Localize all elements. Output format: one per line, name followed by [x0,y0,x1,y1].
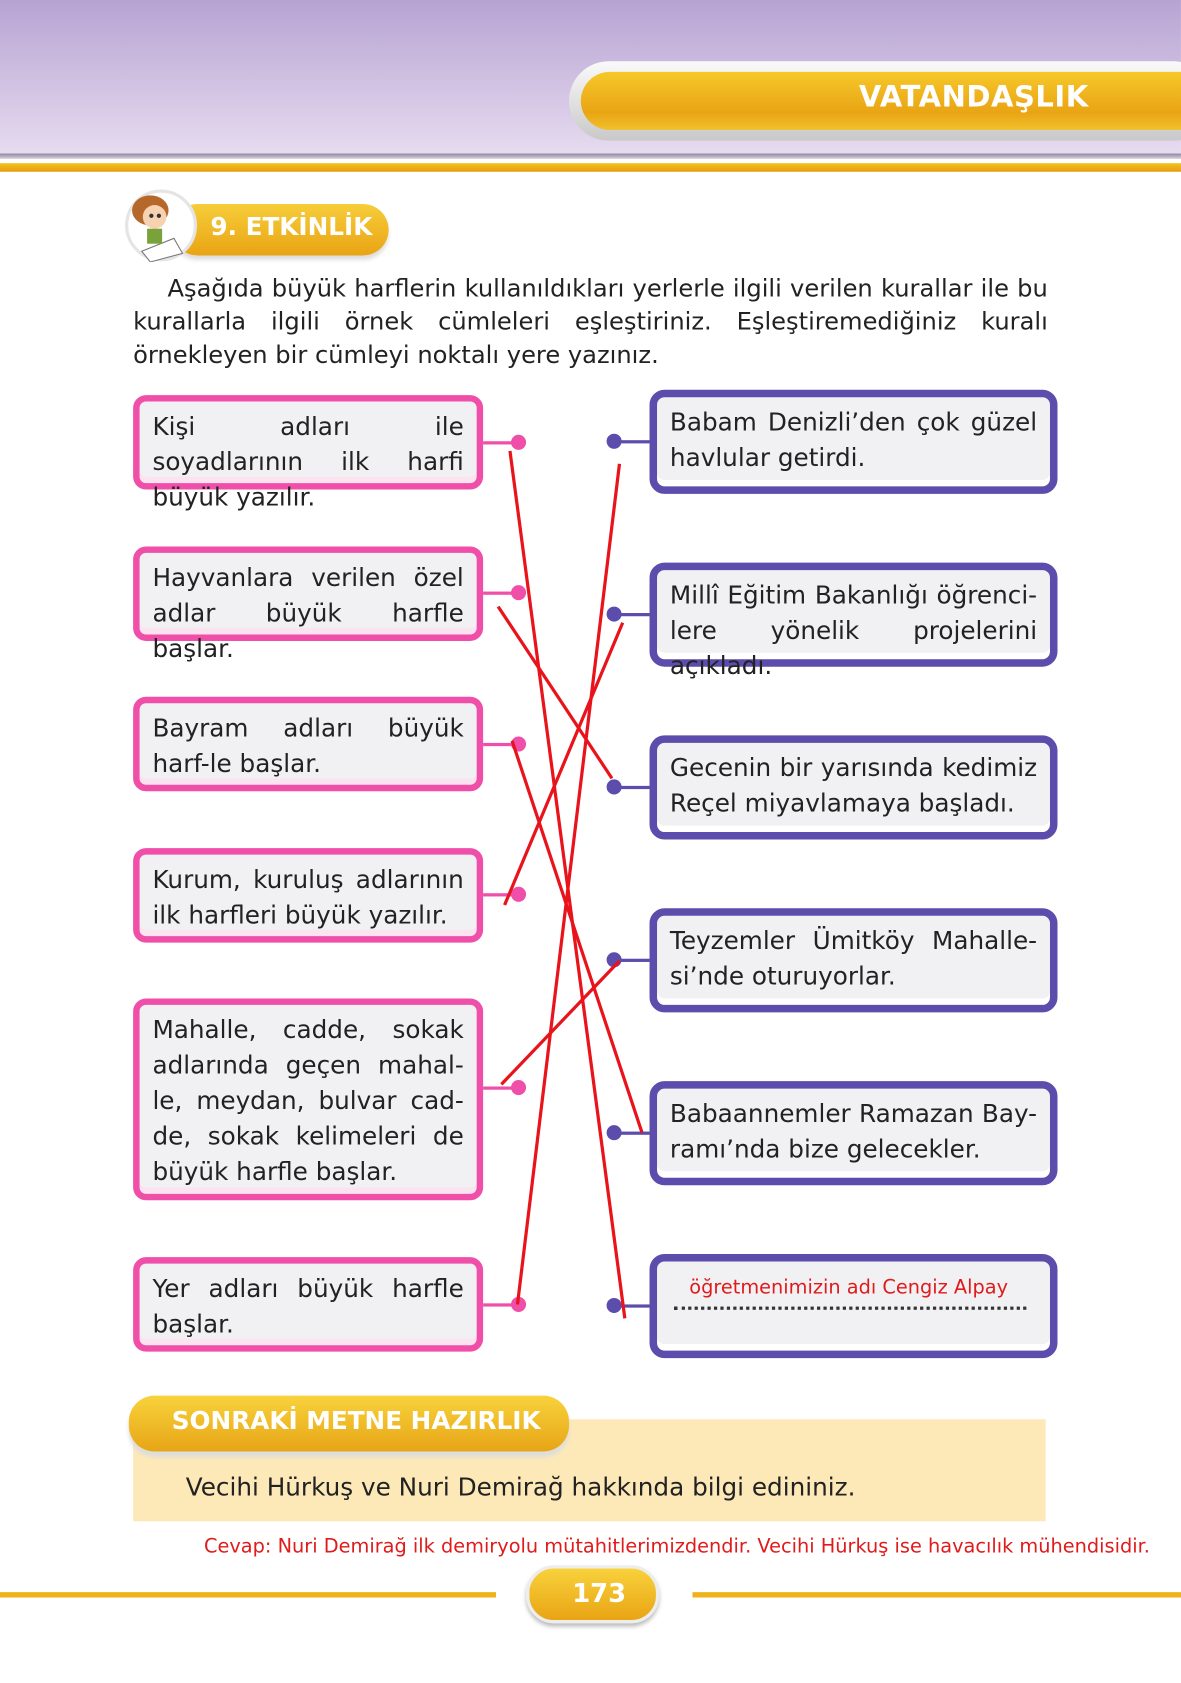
example-dot[interactable] [607,1125,622,1140]
rule-card [133,697,483,791]
example-dot[interactable] [607,952,622,967]
match-line [501,961,619,1084]
page-number: 173 [572,1578,627,1609]
rule-text: Mahalle, cadde, sokak adlarında geçen mahal-le, meydan, bulvar cad-de, sokak kelimeleri de büyük harfle başlar. [152,1016,464,1187]
match-line [498,607,612,779]
example-text: Babam Denizli’den çok güzel havlular getirdi. [669,409,1038,473]
example-text: Teyzemler Ümitköy Mahalle-si’nde oturuyorlar. [669,927,1038,991]
rule-text: Bayram adları büyük harf-le başlar. [152,715,464,779]
rule-dot[interactable] [511,1297,526,1312]
rule-text: Kişi adları ile soyadlarının ilk harfi büyük yazılır. [152,413,464,513]
prep-title: SONRAKİ METNE HAZIRLIK [171,1407,541,1436]
rule-card [133,848,483,942]
example-card [650,1081,1058,1185]
rule-dot[interactable] [511,736,526,751]
example-dot[interactable] [607,779,622,794]
instructions: Aşağıda büyük harflerin kullanıldıkları yerlerle ilgili verilen kurallar ile bu kurallarla ilgili örnek cümleleri eşleştiriniz. Eşleştiremediğiniz kuralı örnekleyen bir cümleyi noktalı yere yazınız. [133,274,1048,370]
prep-text: Vecihi Hürkuş ve Nuri Demirağ hakkında bilgi edininiz. [185,1474,856,1502]
example-dot[interactable] [607,1298,622,1313]
match-line [510,451,625,1318]
example-card [650,735,1058,839]
example-card [650,908,1058,1012]
footer-line [692,1592,1180,1597]
example-dot[interactable] [607,434,622,449]
example-text: Gecenin bir yarısında kedimiz Reçel miyavlamaya başladı. [669,754,1038,819]
example-text: Babaannemler Ramazan Bay-ramı’nda bize gelecekler. [669,1100,1038,1164]
rule-dot[interactable] [511,887,526,902]
example-card [650,390,1058,494]
example-text: Millî Eğitim Bakanlığı öğrenci-lere yönelik projelerini açıkladı. [669,581,1038,681]
rule-text: Yer adları büyük harfle başlar. [152,1275,464,1339]
rule-dot[interactable] [511,1080,526,1095]
rule-text: Hayvanlara verilen özel adlar büyük harfle başlar. [152,564,464,664]
rule-text: Kurum, kuruluş adlarının ilk harfleri büyük yazılır. [152,866,464,930]
match-line [517,464,619,1305]
rule-card [133,1257,483,1351]
match-line [505,623,623,905]
activity-title: 9. ETKİNLİK [210,213,373,242]
girl-writing-icon [118,185,202,262]
handwritten-answer: öğretmenimizin adı Cengiz Alpay [689,1276,1009,1300]
rule-card [133,395,483,513]
answer-note: Cevap: Nuri Demirağ ilk demiryolu mütahitlerimizdendir. Vecihi Hürkuş ise havacılık mühendisidir. [203,1535,1150,1558]
rule-card [133,998,483,1200]
dotted-answer-line[interactable] [674,1307,1026,1310]
divider [0,163,1181,172]
rule-dot[interactable] [511,435,526,450]
divider [0,154,1181,159]
example-answer-card[interactable] [650,1254,1058,1358]
example-card [650,563,1058,681]
rule-card [133,546,483,664]
footer-line [0,1592,496,1597]
rule-dot[interactable] [511,585,526,600]
match-line [512,741,642,1133]
section-title: VATANDAŞLIK [858,80,1089,114]
example-dot[interactable] [607,607,622,622]
